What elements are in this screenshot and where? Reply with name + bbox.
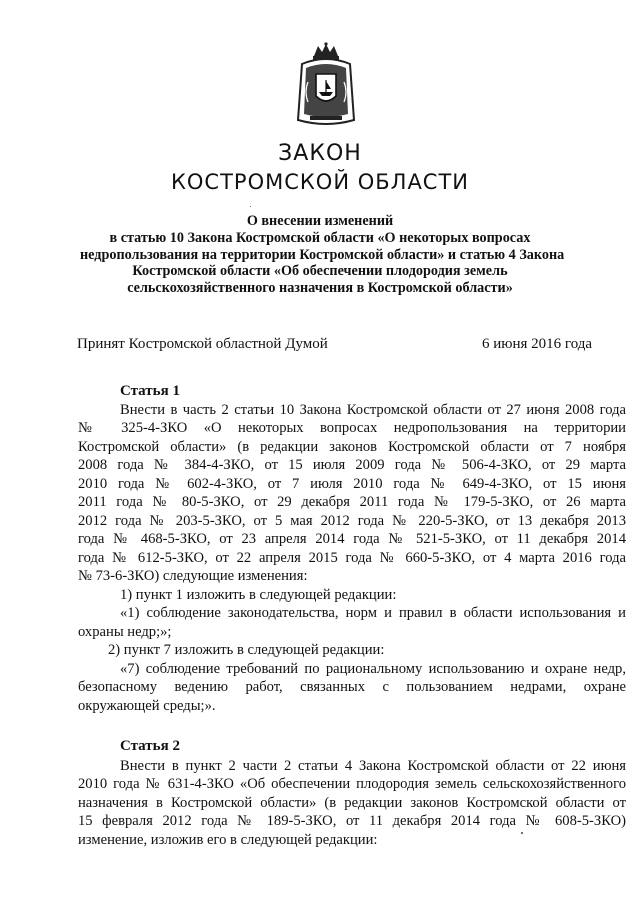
article-1-line: года № 468-5-ЗКО, от 23 апреля 2014 года № 521-5-ЗКО, от 11 декабря 2014 (78, 531, 626, 547)
article-1-line: года № 612-5-ЗКО, от 22 апреля 2015 года № 660-5-ЗКО, от 4 марта 2016 года (78, 550, 626, 566)
scan-speck (521, 832, 523, 834)
article-1-line: «1) соблюдение законодательства, норм и правил в области использования и (120, 605, 626, 621)
article-1-line: Костромской области» (в редакции законов Костромской области от 7 ноября (78, 439, 626, 455)
article-1-item: 2) пункт 7 изложить в следующей редакции: (108, 642, 385, 658)
law-heading: ЗАКОН (278, 141, 362, 166)
adoption-text: Принят Костромской областной Думой (77, 336, 328, 352)
article-1-line: 2008 года № 384-4-ЗКО, от 15 июля 2009 года № 506-4-ЗКО, от 29 марта (78, 457, 626, 473)
article-1-line: 2012 года № 203-5-ЗКО, от 5 мая 2012 года № 220-5-ЗКО, от 13 декабря 2013 (78, 513, 626, 529)
article-1-line: «7) соблюдение требований по рациональному использованию и охране недр, (120, 661, 626, 677)
article-1-line: охраны недр;»; (78, 624, 172, 640)
article-1-line: безопасному ведению работ, связанных с пользованием недрами, охране (78, 679, 626, 695)
article-2-heading: Статья 2 (120, 738, 180, 754)
article-2-line: Внести в пункт 2 части 2 статьи 4 Закона Костромской области от 22 июня (120, 758, 626, 774)
article-2-line: изменение, изложив его в следующей редакции: (78, 832, 378, 848)
law-region-heading: КОСТРОМСКОЙ ОБЛАСТИ (170, 170, 470, 194)
article-1-line: 2010 года № 602-4-ЗКО, от 7 июля 2010 года № 649-4-ЗКО, от 15 июня (78, 476, 626, 492)
article-1-line: окружающей среды;». (78, 698, 216, 714)
title-line: Костромской области «Об обеспечении плодородия земель (132, 263, 508, 280)
title-line: сельскохозяйственного назначения в Костромской области» (127, 280, 513, 297)
article-2-line: 15 февраля 2012 года № 189-5-ЗКО, от 11 декабря 2014 года № 608-5-ЗКО) (78, 813, 626, 829)
article-1-line: 2011 года № 80-5-ЗКО, от 29 декабря 2011 года № 179-5-ЗКО, от 26 марта (78, 494, 626, 510)
coat-of-arms-emblem (296, 42, 356, 126)
article-1-line: № 73-6-ЗКО) следующие изменения: (78, 568, 308, 584)
title-line: О внесении изменений (246, 213, 394, 229)
adoption-date: 6 июня 2016 года (482, 336, 593, 352)
title-line: недропользования на территории Костромской области» и статью 4 Закона (80, 246, 565, 263)
article-1-line: № 325-4-ЗКО «О некоторых вопросах недропользования на территории (78, 420, 626, 436)
law-title (80, 213, 565, 297)
article-1-heading: Статья 1 (120, 383, 180, 399)
scan-speck (250, 206, 251, 207)
title-line: в статью 10 Закона Костромской области «О некоторых вопросах (109, 229, 531, 246)
article-1-line: Внести в часть 2 статьи 10 Закона Костромской области от 27 июня 2008 года (120, 402, 626, 418)
article-2-line: 2010 года № 631-4-ЗКО «Об обеспечении плодородия земель сельскохозяйственного (78, 776, 626, 792)
article-1-item: 1) пункт 1 изложить в следующей редакции: (120, 587, 397, 603)
article-2-line: назначения в Костромской области» (в редакции законов Костромской области от (78, 795, 626, 811)
